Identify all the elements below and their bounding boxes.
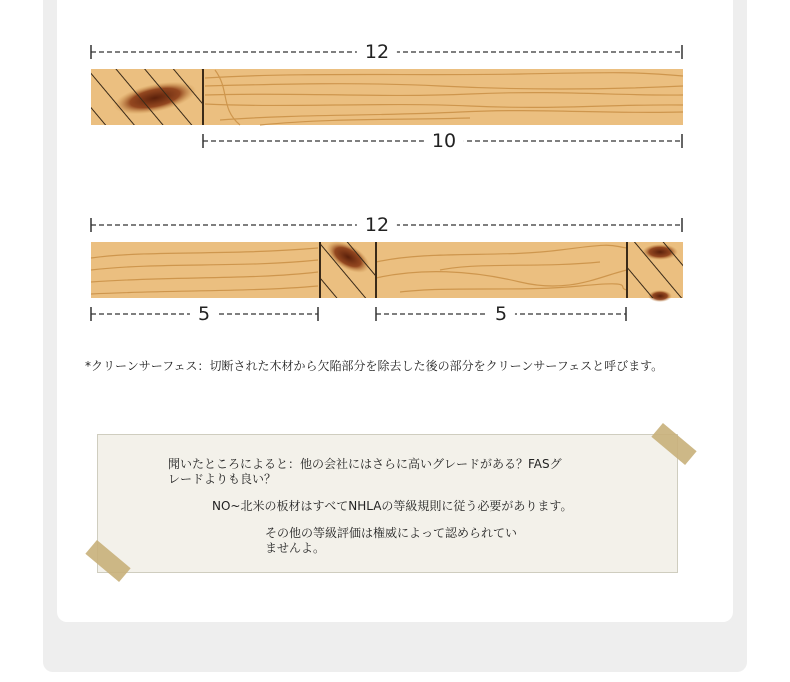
- note-closing-line2: ませんよ。: [265, 541, 326, 555]
- note-question-line2: レードよりも良い？: [168, 472, 277, 486]
- dim-label-bottom-2a: 5: [190, 303, 218, 325]
- defect-zone-1: [91, 69, 203, 125]
- defect-zone-3: [627, 242, 683, 298]
- note-closing-line1: その他の等級評価は権威によって認められてい: [265, 526, 518, 540]
- dim-label-top-1: 12: [357, 41, 397, 63]
- note-question-line1: 聞いたところによると：他の会社にはさらに高いグレードがある？FASグ: [168, 457, 562, 471]
- dim-label-top-2: 12: [357, 214, 397, 236]
- board-2-wood: [91, 242, 683, 298]
- dim-label-bottom-2b: 5: [487, 303, 515, 325]
- clean-surface-note: *クリーンサーフェス：切断された木材から欠陥部分を除去した後の部分をクリーンサーフェスと呼びます。: [85, 359, 664, 373]
- dim-label-bottom-1: 10: [424, 130, 464, 152]
- defect-zone-2: [320, 242, 376, 298]
- note-answer: NO~北米の板材はすべてNHLAの等級規則に従う必要があります。: [212, 499, 573, 513]
